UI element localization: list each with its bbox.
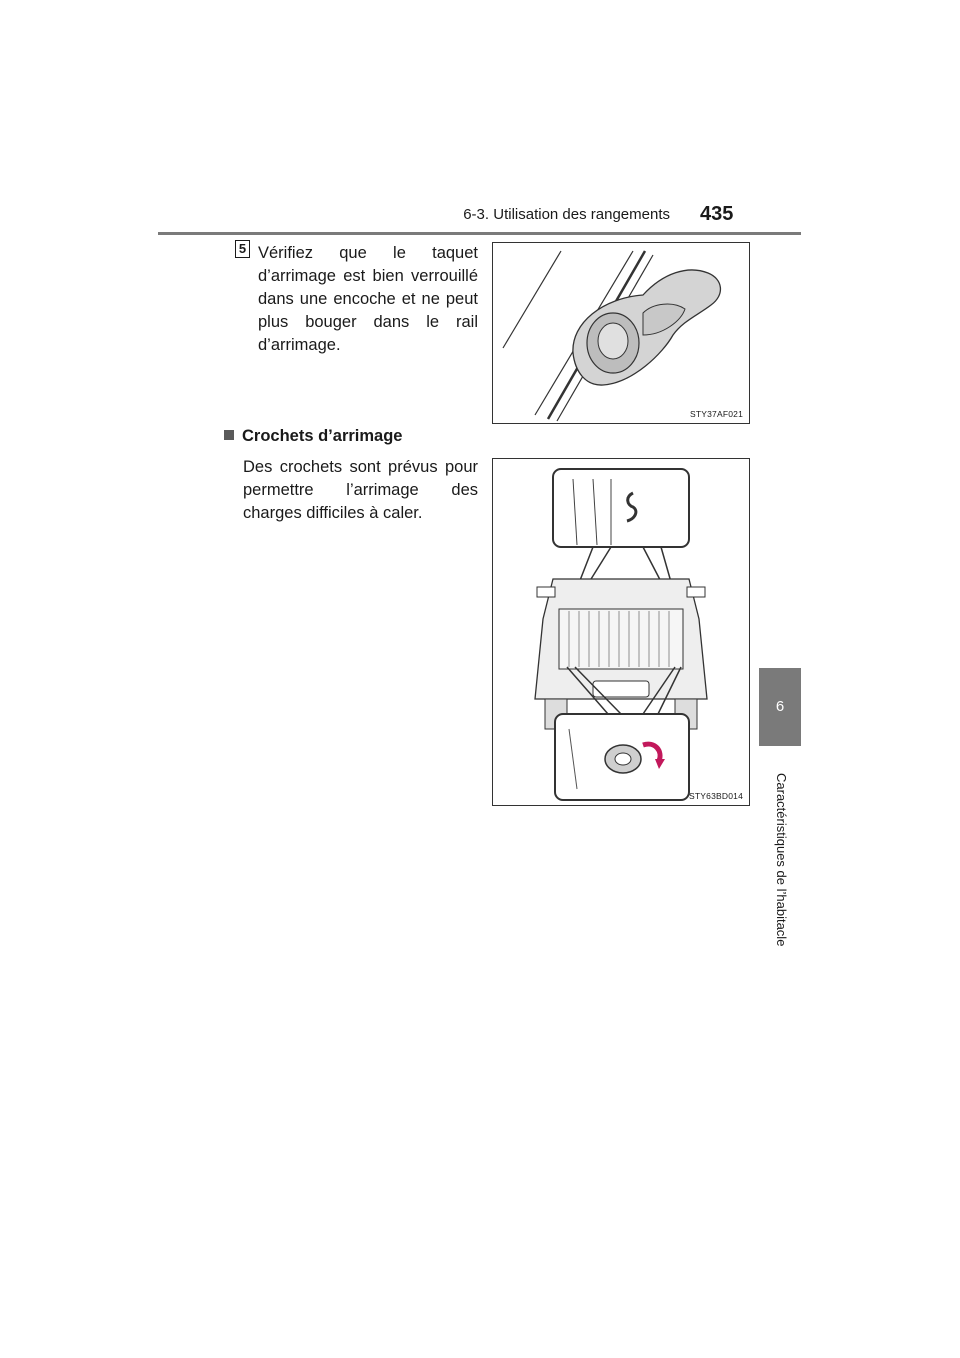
chapter-title: Caractéristiques de l’habitacle — [774, 773, 789, 947]
figure-code: STY63BD014 — [689, 791, 743, 801]
truck-bed-hooks-illustration — [493, 459, 749, 805]
tie-down-cleat-figure — [492, 242, 750, 424]
section-heading — [224, 427, 402, 446]
step-text: Vérifiez que le taquet d’arrimage est bien verrouillé dans une encoche et ne peut plus bouger dans le rail d’arrimage. — [258, 244, 478, 354]
step-number-badge: 5 — [235, 240, 250, 258]
section-heading-label: Crochets d’arrimage — [242, 427, 403, 445]
section-body: Des crochets sont prévus pour permettre l’arrimage des charges difficiles à caler. — [243, 458, 478, 522]
tie-down-hooks-figure — [492, 458, 750, 806]
tie-down-cleat-illustration — [493, 243, 749, 423]
section-title: 6-3. Utilisation des rangements — [463, 206, 670, 223]
figure-code: STY37AF021 — [689, 409, 743, 419]
page-number: 435 — [700, 203, 734, 225]
square-bullet-icon — [224, 430, 234, 440]
chapter-tab[interactable]: 6 — [759, 668, 801, 746]
header-divider — [158, 232, 801, 235]
